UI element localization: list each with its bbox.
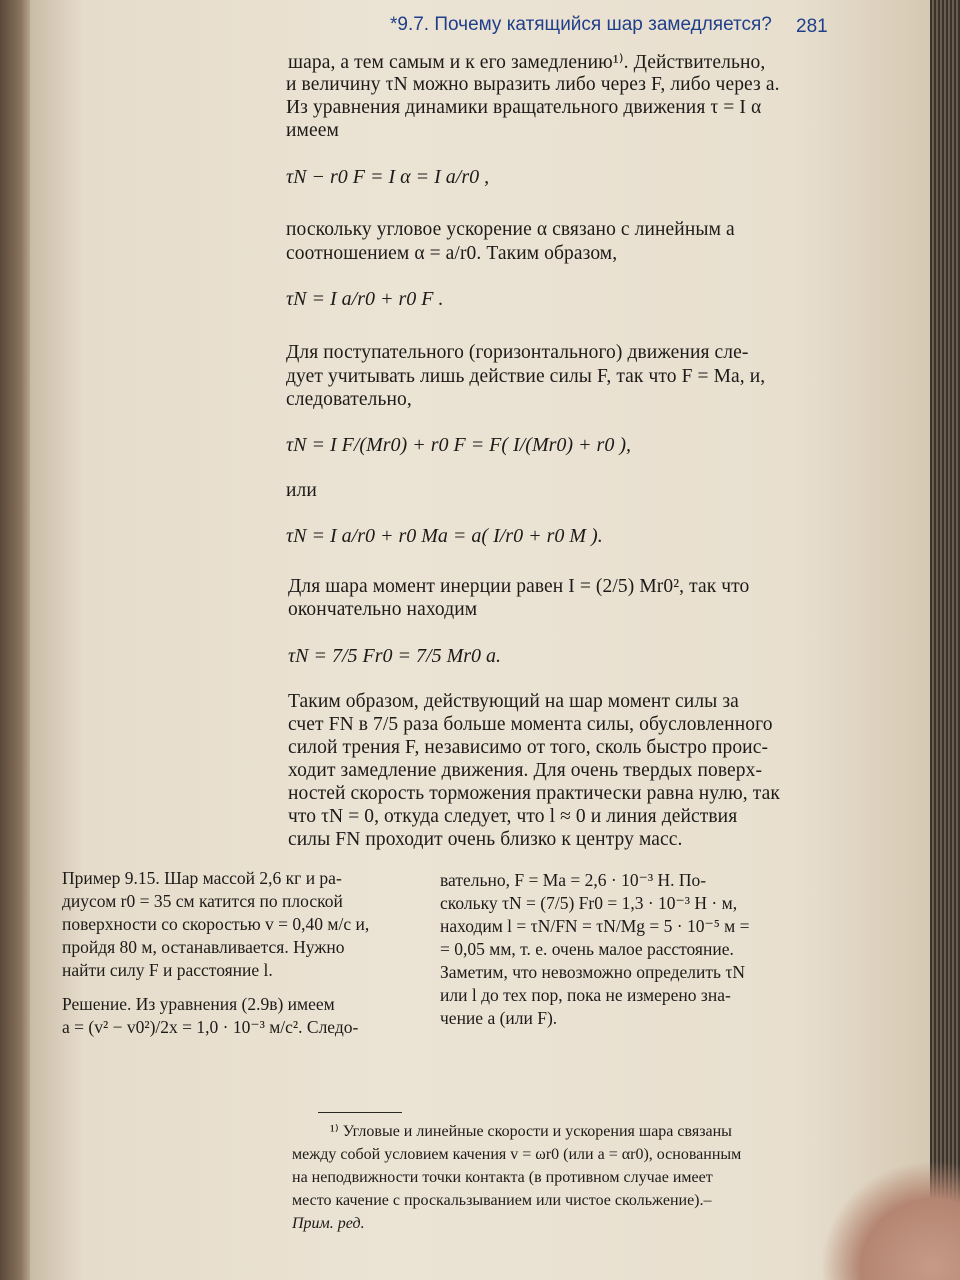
page-edges-right bbox=[930, 0, 960, 1280]
equation-3: τN = I F/(Mr0) + r0 F = F( I/(Mr0) + r0 ), bbox=[286, 434, 631, 456]
equation-4: τN = I a/r0 + r0 Ma = a( I/r0 + r0 M ). bbox=[286, 525, 603, 547]
example-line: найти силу F и расстояние l. bbox=[62, 960, 273, 980]
footnote-rule bbox=[318, 1112, 402, 1113]
example-right-line: чение a (или F). bbox=[440, 1008, 558, 1028]
text-line: ходит замедление движения. Для очень твердых поверх- bbox=[288, 760, 763, 781]
text-line: Для шара момент инерции равен I = (2/5) Mr0², так что bbox=[288, 576, 750, 597]
example-right-line: = 0,05 мм, т. е. очень малое расстояние. bbox=[440, 939, 734, 959]
example-line: пройдя 80 м, останавливается. Нужно bbox=[62, 937, 345, 957]
page-number: 281 bbox=[796, 16, 828, 37]
footnote-line: между собой условием качения v = ωr0 (или a = αr0), основанным bbox=[292, 1146, 742, 1163]
equation-2: τN = I a/r0 + r0 F . bbox=[286, 288, 444, 310]
solution-line: a = (v² − v0²)/2x = 1,0 · 10⁻³ м/с². Следо- bbox=[62, 1017, 359, 1037]
equation-5: τN = 7/5 Fr0 = 7/5 Mr0 a. bbox=[288, 645, 502, 667]
text-line: что τN = 0, откуда следует, что l ≈ 0 и линия действия bbox=[288, 806, 738, 827]
footnote-line: ¹⁾ Угловые и линейные скорости и ускорения шара связаны bbox=[330, 1123, 732, 1140]
footnote-line: место качение с проскальзыванием или чистое скольжение).– bbox=[292, 1192, 712, 1209]
text-line: соотношением α = a/r0. Таким образом, bbox=[286, 243, 618, 264]
footnote-line: на неподвижности точки контакта (в противном случае имеет bbox=[292, 1169, 713, 1186]
text-line: счет FN в 7/5 раза больше момента силы, обусловленного bbox=[288, 714, 773, 735]
example-line: поверхности со скоростью v = 0,40 м/с и, bbox=[62, 914, 370, 934]
text-line: силы FN проходит очень близко к центру масс. bbox=[288, 829, 683, 850]
example-right-line: скольку τN = (7/5) Fr0 = 1,3 · 10⁻³ Н · м, bbox=[440, 893, 738, 913]
book-page bbox=[30, 0, 930, 1280]
example-right-line: находим l = τN/FN = τN/Mg = 5 · 10⁻⁵ м = bbox=[440, 916, 750, 936]
thumb-shadow bbox=[820, 1160, 960, 1280]
text-line: дует учитывать лишь действие силы F, так что F = Ma, и, bbox=[286, 366, 766, 387]
text-or: или bbox=[286, 480, 317, 501]
text-line: окончательно находим bbox=[288, 599, 478, 620]
text-line: Для поступательного (горизонтального) движения сле- bbox=[286, 342, 749, 363]
book-spine-left bbox=[0, 0, 30, 1280]
text-line: следовательно, bbox=[286, 389, 412, 410]
text-line: поскольку угловое ускорение α связано с линейным a bbox=[286, 219, 735, 240]
example-line: Пример 9.15. Шар массой 2,6 кг и ра- bbox=[62, 868, 342, 888]
text-line: Таким образом, действующий на шар момент силы за bbox=[288, 691, 739, 712]
footnote-line: Прим. ред. bbox=[292, 1215, 365, 1232]
text-line: Из уравнения динамики вращательного движения τ = I α bbox=[286, 97, 762, 118]
example-right-line: или l до тех пор, пока не измерено зна- bbox=[440, 985, 731, 1005]
text-line: ностей скорость торможения практически равна нулю, так bbox=[288, 783, 780, 804]
solution-line: Решение. Из уравнения (2.9в) имеем bbox=[62, 994, 335, 1014]
example-line: диусом r0 = 35 см катится по плоской bbox=[62, 891, 343, 911]
example-right-line: Заметим, что невозможно определить τN bbox=[440, 962, 746, 982]
text-line: имеем bbox=[286, 120, 339, 141]
equation-1: τN − r0 F = I α = I a/r0 , bbox=[286, 166, 490, 188]
running-header: *9.7. Почему катящийся шар замедляется? bbox=[390, 14, 772, 35]
text-line: и величину τN можно выразить либо через F, либо через a. bbox=[286, 74, 780, 95]
text-line: силой трения F, независимо от того, сколь быстро проис- bbox=[288, 737, 769, 758]
text-line: шара, а тем самым и к его замедлению¹⁾. Действительно, bbox=[288, 52, 766, 73]
example-right-line: вательно, F = Ma = 2,6 · 10⁻³ Н. По- bbox=[440, 870, 707, 890]
